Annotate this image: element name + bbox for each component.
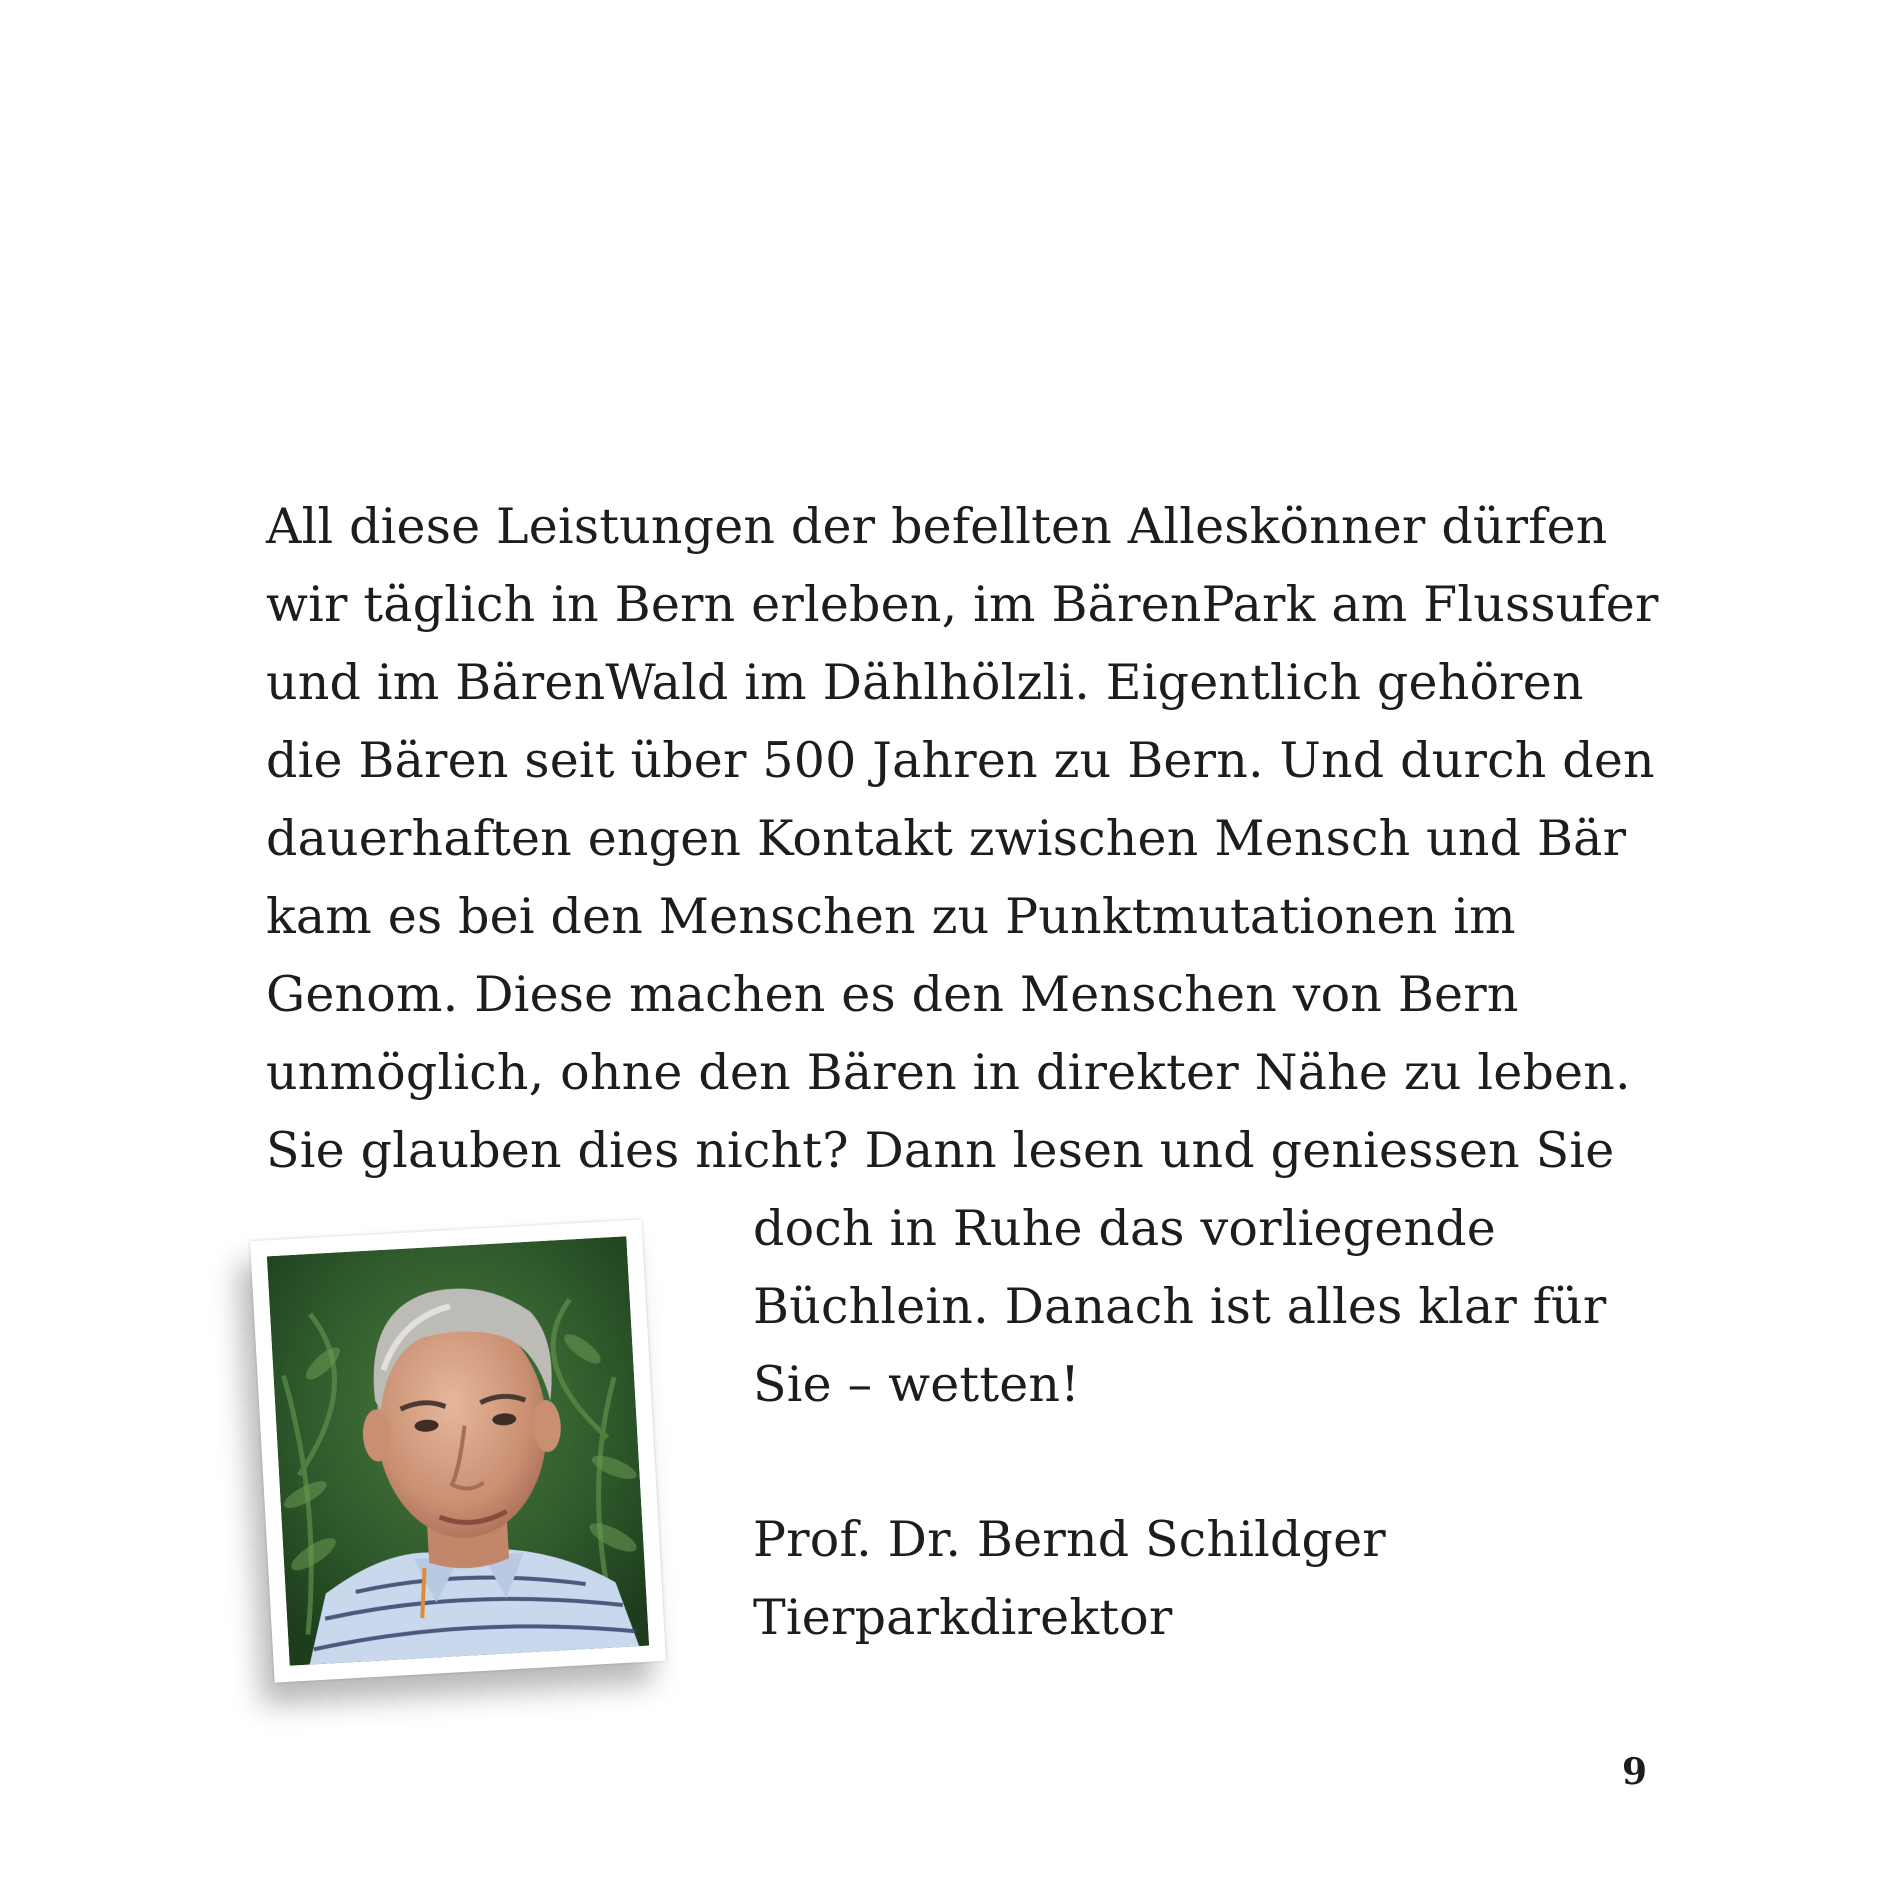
text-line: die Bären seit über 500 Jahren zu Bern. Und durch den bbox=[266, 732, 1655, 789]
portrait-photo bbox=[250, 1219, 666, 1682]
text-line: Genom. Diese machen es den Menschen von Bern bbox=[266, 966, 1519, 1023]
text-line: kam es bei den Menschen zu Punktmutationen im bbox=[266, 888, 1516, 945]
text-line: dauerhaften engen Kontakt zwischen Mensch und Bär bbox=[266, 810, 1627, 867]
text-line: All diese Leistungen der befellten Alleskönner dürfen bbox=[266, 498, 1608, 555]
text-line: wir täglich in Bern erleben, im BärenPark am Flussufer bbox=[266, 576, 1659, 633]
text-line: doch in Ruhe das vorliegende bbox=[753, 1200, 1496, 1257]
signature-role: Tierparkdirektor bbox=[753, 1589, 1173, 1646]
signature-name: Prof. Dr. Bernd Schildger bbox=[753, 1511, 1386, 1568]
text-line: und im BärenWald im Dählhölzli. Eigentlich gehören bbox=[266, 654, 1584, 711]
text-line: unmöglich, ohne den Bären in direkter Nähe zu leben. bbox=[266, 1044, 1631, 1101]
text-line: Büchlein. Danach ist alles klar für bbox=[753, 1278, 1607, 1335]
text-line: Sie – wetten! bbox=[753, 1356, 1081, 1413]
text-line: Sie glauben dies nicht? Dann lesen und geniessen Sie bbox=[266, 1122, 1615, 1179]
page-number: 9 bbox=[1622, 1751, 1648, 1793]
portrait-image bbox=[267, 1236, 649, 1665]
